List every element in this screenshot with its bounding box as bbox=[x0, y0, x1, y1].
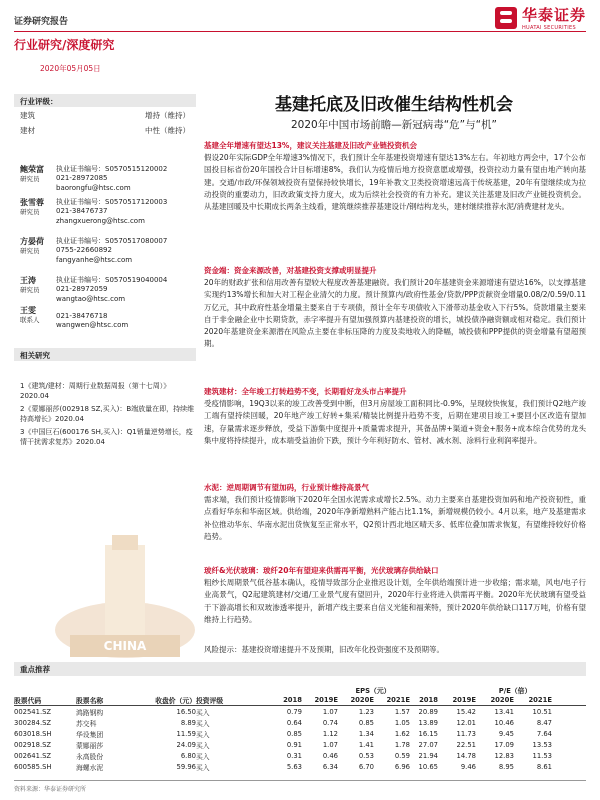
rating-row bbox=[20, 110, 190, 125]
table-header-cell: 2019E bbox=[314, 696, 338, 704]
section-heading: 水泥：逆周期调节有望加码，行业预计维持高景气 bbox=[204, 483, 369, 492]
table-header-cell: 投资评级 bbox=[196, 697, 224, 705]
section-cement bbox=[204, 482, 586, 543]
section-heading: 资金端：资金来源改善，对基建投资支撑或明显提升 bbox=[204, 266, 377, 275]
table-cell: 买入 bbox=[196, 741, 210, 750]
table-cell: 1.07 bbox=[322, 707, 338, 716]
rating-table bbox=[20, 110, 190, 140]
logo-icon bbox=[495, 7, 517, 29]
section-body: 粗纱长周期景气低谷基本确认，疫情导致部分企业推迟设计划，全年供给端预计进一步收缩；需求端，风电/电子行业高景气，Q2起建筑建材/交通/工业景气度有望回升，2020年行业将进入供需再平衡。2020年光伏玻璃有望受益于下游高增长和双玻渗透率提升，新增产线主要来自信义光能和福莱特，预计2020年供给缺口117万吨，价格有望维持上行趋势。 bbox=[204, 578, 586, 624]
table-cell: 11.59 bbox=[176, 729, 196, 738]
table-cell: 0.31 bbox=[286, 751, 302, 760]
analyst-role: 研究员 bbox=[20, 286, 40, 294]
table-cell: 13.41 bbox=[494, 707, 514, 716]
table-cell: 1.41 bbox=[358, 740, 374, 749]
table-cell: 0.53 bbox=[358, 751, 374, 760]
table-cell: 5.63 bbox=[286, 762, 302, 771]
table-cell: 0.85 bbox=[358, 718, 374, 727]
table-cell: 6.34 bbox=[322, 762, 338, 771]
table-header-cell: 股票名称 bbox=[76, 697, 104, 705]
table-cell: 1.78 bbox=[394, 740, 410, 749]
table-cell: 15.42 bbox=[456, 707, 476, 716]
table-row bbox=[14, 750, 586, 761]
table-cell: 1.23 bbox=[358, 707, 374, 716]
table-cell: 海螺水泥 bbox=[76, 763, 104, 772]
table-cell: 10.65 bbox=[418, 762, 438, 771]
table-cell: 0.85 bbox=[286, 729, 302, 738]
analyst-role: 联系人 bbox=[20, 316, 40, 324]
rating-sector: 建筑 bbox=[20, 111, 35, 120]
analyst-cert: 执业证书编号：S0570517080007 bbox=[56, 237, 168, 245]
analyst-email[interactable]: baorongfu@htsc.com bbox=[56, 183, 131, 192]
risk-warning: 风险提示：基建投资增速提升不及预期，旧改年化投资强度不及预期等。 bbox=[204, 645, 444, 654]
table-cell: 21.94 bbox=[418, 751, 438, 760]
section-heading: 玻纤&光伏玻璃：玻纤20年有望迎来供需再平衡，光伏玻璃存供给缺口 bbox=[204, 566, 439, 575]
table-header-cell: 2020E bbox=[350, 696, 374, 704]
table-cell: 27.07 bbox=[418, 740, 438, 749]
table-cell: 12.83 bbox=[494, 751, 514, 760]
table-row bbox=[14, 717, 586, 728]
table-cell: 0.79 bbox=[286, 707, 302, 716]
table-cell: 0.59 bbox=[394, 751, 410, 760]
section-funding bbox=[204, 265, 586, 350]
table-cell: 002641.SZ bbox=[14, 751, 52, 760]
section-building-materials bbox=[204, 386, 586, 447]
rating-sector: 建材 bbox=[20, 126, 35, 135]
table-cell: 11.53 bbox=[532, 751, 552, 760]
table-cell: 603018.SH bbox=[14, 729, 52, 738]
table-cell: 16.15 bbox=[418, 729, 438, 738]
section-glass-fiber bbox=[204, 565, 586, 626]
report-type: 证券研究报告 bbox=[14, 17, 69, 27]
table-cell: 苏交科 bbox=[76, 719, 97, 728]
report-subtitle: 2020年中国市场前瞻—新冠病毒“危”与“机” bbox=[291, 119, 497, 131]
table-header-cell: 2018 bbox=[283, 696, 302, 704]
svg-text:CHINA: CHINA bbox=[103, 639, 147, 653]
analyst-email[interactable]: zhangxuerong@htsc.com bbox=[56, 216, 145, 225]
table-row bbox=[14, 739, 586, 750]
table-cell: 1.62 bbox=[394, 729, 410, 738]
source-note: 资料来源：华泰证券研究所 bbox=[14, 780, 586, 793]
analyst-name: 王雯 bbox=[20, 306, 36, 315]
recommend-table bbox=[14, 684, 586, 772]
table-header-cell: 2021E bbox=[528, 696, 552, 704]
related-heading: 相关研究 bbox=[14, 348, 196, 361]
table-cell: 蒙娜丽莎 bbox=[76, 741, 104, 750]
table-cell: 8.61 bbox=[536, 762, 552, 771]
table-cell: 6.70 bbox=[358, 762, 374, 771]
pe-group-label: P/E（倍） bbox=[498, 686, 532, 695]
table-header-row bbox=[14, 695, 586, 706]
table-cell: 1.57 bbox=[394, 707, 410, 716]
table-header-cell: 股票代码 bbox=[14, 697, 42, 705]
table-cell: 华设集团 bbox=[76, 730, 104, 739]
recommend-heading: 重点推荐 bbox=[14, 662, 586, 676]
header-divider bbox=[14, 31, 586, 32]
rating-row bbox=[20, 125, 190, 140]
table-cell: 1.07 bbox=[322, 740, 338, 749]
analyst-phone: 021-28972059 bbox=[56, 285, 108, 294]
analyst-name: 王涛 bbox=[20, 276, 36, 285]
table-cell: 买入 bbox=[196, 752, 210, 761]
related-item[interactable]: 1《建筑/建材：周期行业数据周报（第十七周）》2020.04 bbox=[20, 382, 171, 400]
table-cell: 1.05 bbox=[394, 718, 410, 727]
analyst-role: 研究员 bbox=[20, 175, 40, 183]
logo-text-cn: 华泰证券 bbox=[521, 6, 586, 24]
table-cell: 鸿路钢构 bbox=[76, 708, 104, 717]
section-body: 受疫情影响，19Q3以来的竣工改善受到中断，但3月房屋竣工面积同比-0.9%，呈现较快恢复，我们预计Q2地产竣工端有望持续回暖，20年地产竣工好转+集采/精装比例提升趋势不变，后期在建项目竣工+要回小区改造有望加速，存量需求逐步释放，受益下游集中度提升+质量需求提升，其备品牌+渠道+资金+服务+成本综合优势的龙头集中度将持续提升，成本端受益油价下跌，预计今年利好防水、管材、减水剂、涂料行业利润率提升。 bbox=[204, 399, 586, 445]
table-cell: 300284.SZ bbox=[14, 718, 52, 727]
report-title: 基建托底及旧改催生结构性机会 bbox=[275, 95, 513, 115]
table-cell: 买入 bbox=[196, 719, 210, 728]
table-cell: 9.45 bbox=[498, 729, 514, 738]
table-cell: 买入 bbox=[196, 763, 210, 772]
analyst-name: 方晏荷 bbox=[20, 237, 44, 246]
table-cell: 13.53 bbox=[532, 740, 552, 749]
section-body: 20年的财政扩张和信用改善有望较大程度改善基建融资。我们预计20年基建资金来源增速有望达16%，以支撑基建实现约13%增长和加大对工程企业清欠的力度。预计预算内/政府性基金/贷款/PPP贡献资金增量0.08/2/0.59/0.11万亿元，其中政府性基金增量主要来自于专项债，预计全年专项债收入下滑带动基金收入下行5%。贷款增量主要来自于非金融企业中长期贷款，赤字率提升有望加强预算内基建投资的增长，城投债净融资额或相对稳定。我们预计2020年基建资金来源潜在风险点主要在非标压降的力度及卖地收入的降幅，城投债和PPP提供的资金增量有望超预期。 bbox=[204, 278, 586, 349]
eps-group-label: EPS（元） bbox=[355, 686, 391, 695]
section-infrastructure bbox=[204, 140, 586, 213]
table-cell: 买入 bbox=[196, 708, 210, 717]
analyst-email[interactable]: wangwen@htsc.com bbox=[56, 321, 129, 330]
report-date: 2020年05月05日 bbox=[40, 64, 101, 73]
table-cell: 10.51 bbox=[532, 707, 552, 716]
table-cell: 17.09 bbox=[494, 740, 514, 749]
table-header-cell: 2021E bbox=[386, 696, 410, 704]
table-cell: 6.96 bbox=[394, 762, 410, 771]
table-row bbox=[14, 761, 586, 772]
table-cell: 8.47 bbox=[536, 718, 552, 727]
table-cell: 59.96 bbox=[176, 762, 196, 771]
table-cell: 买入 bbox=[196, 730, 210, 739]
section-body: 需求端，我们预计疫情影响下2020年全国水泥需求或增长2.5%。动力主要来自基建投资加码和地产投资韧性，重点看好华东和华南区域。供给端，2020年净新增熟料产能占比1.1%，新增规模仍较小。4月以来，地产及基建需求补位推动华东、华南水泥出货恢复至正常水平，Q2预计西北地区晴天多、低库位叠加需求恢复，有望维持较好价格趋势。 bbox=[204, 495, 586, 541]
table-cell: 1.34 bbox=[358, 729, 374, 738]
analyst-role: 研究员 bbox=[20, 247, 40, 255]
analyst-name: 张雪蓉 bbox=[20, 198, 44, 207]
table-body bbox=[14, 706, 586, 772]
analyst-phone: 021-28972085 bbox=[56, 174, 108, 183]
analyst-phone: 0755-22660892 bbox=[56, 246, 112, 255]
table-cell: 6.80 bbox=[180, 751, 196, 760]
section-heading: 建筑建材：全年竣工打转趋势不变，长期看好龙头市占率提升 bbox=[204, 387, 407, 396]
related-item[interactable]: 2《蒙娜丽莎(002918 SZ,买入)：B端放量在即，持续维持高增长》2020.04 bbox=[20, 405, 195, 423]
china-watermark-graphic bbox=[50, 535, 200, 665]
table-cell: 16.50 bbox=[176, 707, 196, 716]
table-cell: 24.09 bbox=[176, 740, 196, 749]
table-cell: 12.01 bbox=[456, 718, 476, 727]
related-research bbox=[20, 381, 196, 450]
table-cell: 002541.SZ bbox=[14, 707, 52, 716]
table-cell: 8.89 bbox=[180, 718, 196, 727]
table-cell: 永高股份 bbox=[76, 752, 104, 761]
analyst-cert: 执业证书编号：S0570517120003 bbox=[56, 198, 168, 206]
table-header-cell: 2020E bbox=[490, 696, 514, 704]
table-header-cell: 2018 bbox=[419, 696, 438, 704]
table-cell: 600585.SH bbox=[14, 762, 52, 771]
analyst-phone: 021-38476718 bbox=[56, 312, 108, 320]
table-row bbox=[14, 728, 586, 739]
table-cell: 20.89 bbox=[418, 707, 438, 716]
report-category: 行业研究/深度研究 bbox=[14, 38, 115, 52]
analyst-role: 研究员 bbox=[20, 208, 40, 216]
table-cell: 7.64 bbox=[536, 729, 552, 738]
table-cell: 0.64 bbox=[286, 718, 302, 727]
analyst-email[interactable]: fangyanhe@htsc.com bbox=[56, 255, 133, 264]
table-cell: 0.91 bbox=[286, 740, 302, 749]
table-cell: 11.73 bbox=[456, 729, 476, 738]
table-group-header bbox=[14, 684, 586, 695]
table-cell: 22.51 bbox=[456, 740, 476, 749]
rating-value: 中性（维持） bbox=[145, 126, 190, 135]
table-cell: 0.46 bbox=[322, 751, 338, 760]
table-row bbox=[14, 706, 586, 717]
section-body: 假设20年实际GDP全年增速3%情况下，我们预计全年基建投资增速有望达13%左右。年初地方两会中，17个公布国投目标省份20年国投合计目标增速8%，我们认为疫情后地方投资意愿或增强，投资拉动力量有望由地产转向基建。交通/市政/环保领域投资有望保持较快增长，19年补教文卫类投资增速远高于传统基建，20年有望继续成为拉动投资的重要动力，旧改政策支持力度大，成为后续社会投资的有力补充。建议关注基建及旧改产业链投资机会。从基建回暖及中长期成长两条主线看，建筑继续推荐基建设计/钢结构龙头，建材继续推荐水泥/消费建材龙头。 bbox=[204, 153, 586, 212]
table-cell: 13.89 bbox=[418, 718, 438, 727]
logo-text-en: HUATAI SECURITIES bbox=[521, 25, 576, 31]
table-cell: 9.46 bbox=[460, 762, 476, 771]
table-cell: 14.78 bbox=[456, 751, 476, 760]
table-cell: 8.95 bbox=[498, 762, 514, 771]
related-item[interactable]: 3《中国巨石(600176 SH,买入)：Q1销量逆势增长，疫情干扰需求复苏》2020.04 bbox=[20, 428, 193, 446]
table-cell: 10.46 bbox=[494, 718, 514, 727]
rating-value: 增持（维持） bbox=[145, 111, 190, 120]
table-cell: 0.74 bbox=[322, 718, 338, 727]
section-heading: 基建全年增速有望达13%，建议关注基建及旧改产业链投资机会 bbox=[204, 141, 417, 150]
table-header-cell: 收盘价（元） bbox=[155, 697, 196, 705]
table-cell: 1.12 bbox=[322, 729, 338, 738]
table-header-cell: 2019E bbox=[452, 696, 476, 704]
company-logo bbox=[495, 4, 586, 31]
analyst-name: 鲍荣富 bbox=[20, 165, 44, 174]
analyst-cert: 执业证书编号：S0570519040004 bbox=[56, 276, 168, 284]
analyst-phone: 021-38476737 bbox=[56, 207, 108, 216]
analyst-cert: 执业证书编号：S0570515120002 bbox=[56, 165, 168, 173]
table-cell: 002918.SZ bbox=[14, 740, 52, 749]
analyst-email[interactable]: wangtao@htsc.com bbox=[56, 294, 126, 303]
rating-heading: 行业评级： bbox=[14, 94, 196, 107]
